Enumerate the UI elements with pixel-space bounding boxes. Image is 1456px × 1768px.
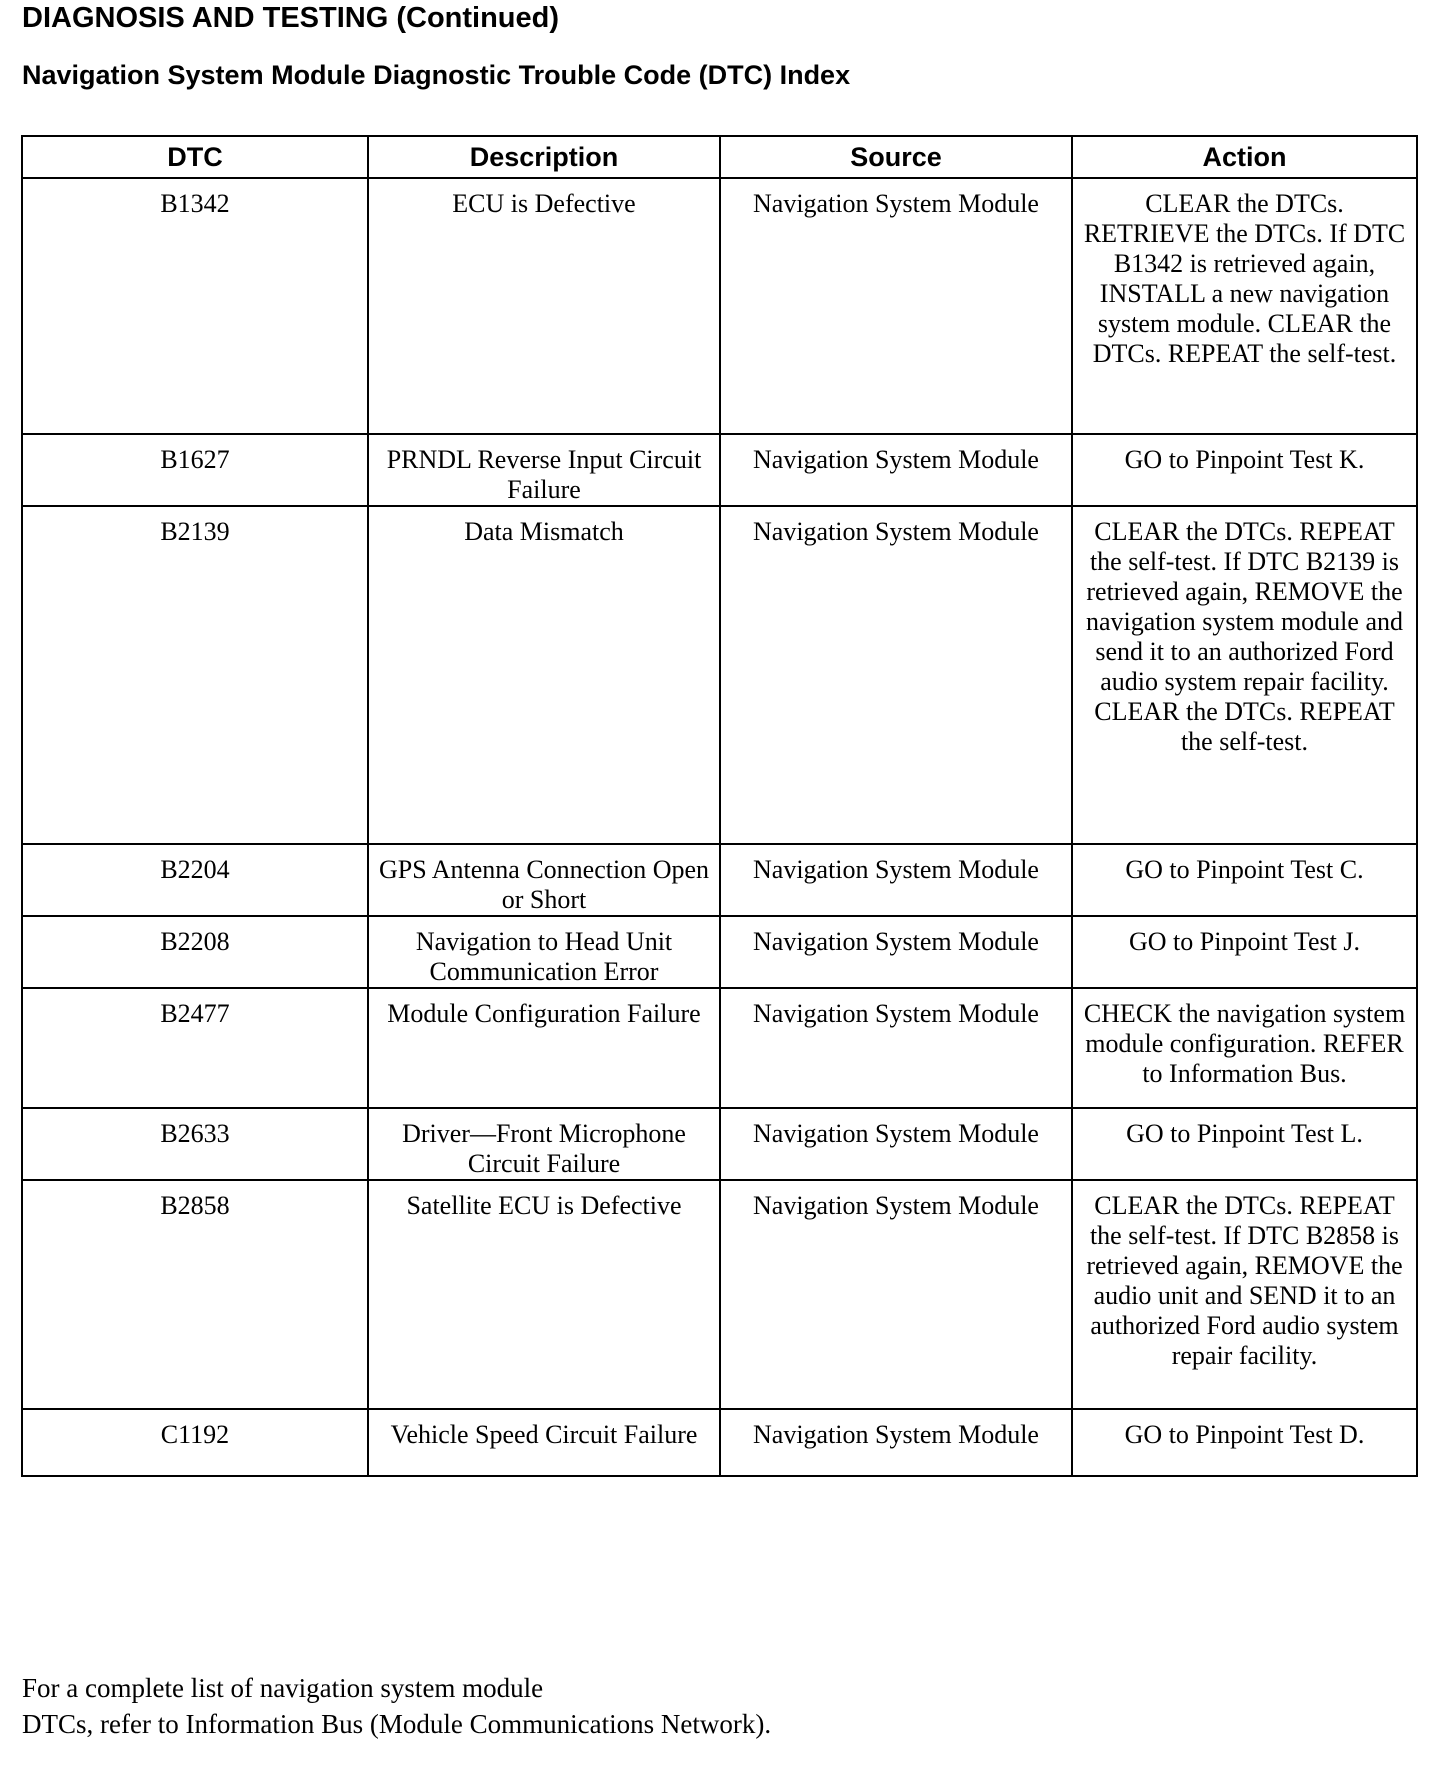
dtc-action: GO to Pinpoint Test D.: [1072, 1409, 1417, 1476]
table-row: [22, 178, 1417, 434]
dtc-description: Driver—Front Microphone Circuit Failure: [368, 1108, 720, 1180]
dtc-description: GPS Antenna Connection Open or Short: [368, 844, 720, 916]
header-action: Action: [1072, 136, 1417, 178]
table-row: [22, 434, 1417, 506]
dtc-code: B2204: [22, 844, 368, 916]
dtc-code: B2477: [22, 988, 368, 1108]
header-dtc: DTC: [22, 136, 368, 178]
dtc-description: ECU is Defective: [368, 178, 720, 434]
dtc-action: CLEAR the DTCs. REPEAT the self-test. If DTC B2139 is retrieved again, REMOVE the navigation system module and send it to an authorized Ford audio system repair facility. CLEAR the DTCs. REPEAT the self-test.: [1072, 506, 1417, 844]
dtc-action: GO to Pinpoint Test K.: [1072, 434, 1417, 506]
header-source: Source: [720, 136, 1072, 178]
dtc-description: Module Configuration Failure: [368, 988, 720, 1108]
table-title: Navigation System Module Diagnostic Trouble Code (DTC) Index: [22, 60, 851, 90]
dtc-code: B2139: [22, 506, 368, 844]
dtc-source: Navigation System Module: [720, 916, 1072, 988]
dtc-code: B2633: [22, 1108, 368, 1180]
dtc-source: Navigation System Module: [720, 1409, 1072, 1476]
dtc-action: CLEAR the DTCs. RETRIEVE the DTCs. If DTC B1342 is retrieved again, INSTALL a new navigation system module. CLEAR the DTCs. REPEAT the self-test.: [1072, 178, 1417, 434]
dtc-code: C1192: [22, 1409, 368, 1476]
table-row: [22, 1108, 1417, 1180]
footer-note: [22, 1670, 1322, 1742]
dtc-description: PRNDL Reverse Input Circuit Failure: [368, 434, 720, 506]
dtc-code: B2858: [22, 1180, 368, 1409]
table-row: [22, 916, 1417, 988]
table-row: [22, 988, 1417, 1108]
dtc-description: Navigation to Head Unit Communication Error: [368, 916, 720, 988]
dtc-action: CLEAR the DTCs. REPEAT the self-test. If DTC B2858 is retrieved again, REMOVE the audio unit and SEND it to an authorized Ford audio system repair facility.: [1072, 1180, 1417, 1409]
table-header-row: [22, 136, 1417, 178]
dtc-action: CHECK the navigation system module configuration. REFER to Information Bus.: [1072, 988, 1417, 1108]
table-row: [22, 844, 1417, 916]
dtc-source: Navigation System Module: [720, 178, 1072, 434]
dtc-source: Navigation System Module: [720, 1108, 1072, 1180]
dtc-description: Satellite ECU is Defective: [368, 1180, 720, 1409]
dtc-source: Navigation System Module: [720, 506, 1072, 844]
footer-line: For a complete list of navigation system module: [22, 1673, 544, 1703]
dtc-action: GO to Pinpoint Test C.: [1072, 844, 1417, 916]
dtc-action: GO to Pinpoint Test L.: [1072, 1108, 1417, 1180]
table-row: [22, 506, 1417, 844]
dtc-code: B1627: [22, 434, 368, 506]
dtc-source: Navigation System Module: [720, 844, 1072, 916]
table-row: [22, 1180, 1417, 1409]
header-description: Description: [368, 136, 720, 178]
dtc-description: Vehicle Speed Circuit Failure: [368, 1409, 720, 1476]
dtc-index-table: [21, 135, 1418, 1477]
footer-line: DTCs, refer to Information Bus (Module Communications Network).: [22, 1709, 772, 1739]
table-row: [22, 1409, 1417, 1476]
dtc-action: GO to Pinpoint Test J.: [1072, 916, 1417, 988]
dtc-description: Data Mismatch: [368, 506, 720, 844]
dtc-source: Navigation System Module: [720, 988, 1072, 1108]
dtc-code: B1342: [22, 178, 368, 434]
page-heading: DIAGNOSIS AND TESTING (Continued): [22, 2, 560, 34]
dtc-source: Navigation System Module: [720, 1180, 1072, 1409]
dtc-source: Navigation System Module: [720, 434, 1072, 506]
dtc-code: B2208: [22, 916, 368, 988]
